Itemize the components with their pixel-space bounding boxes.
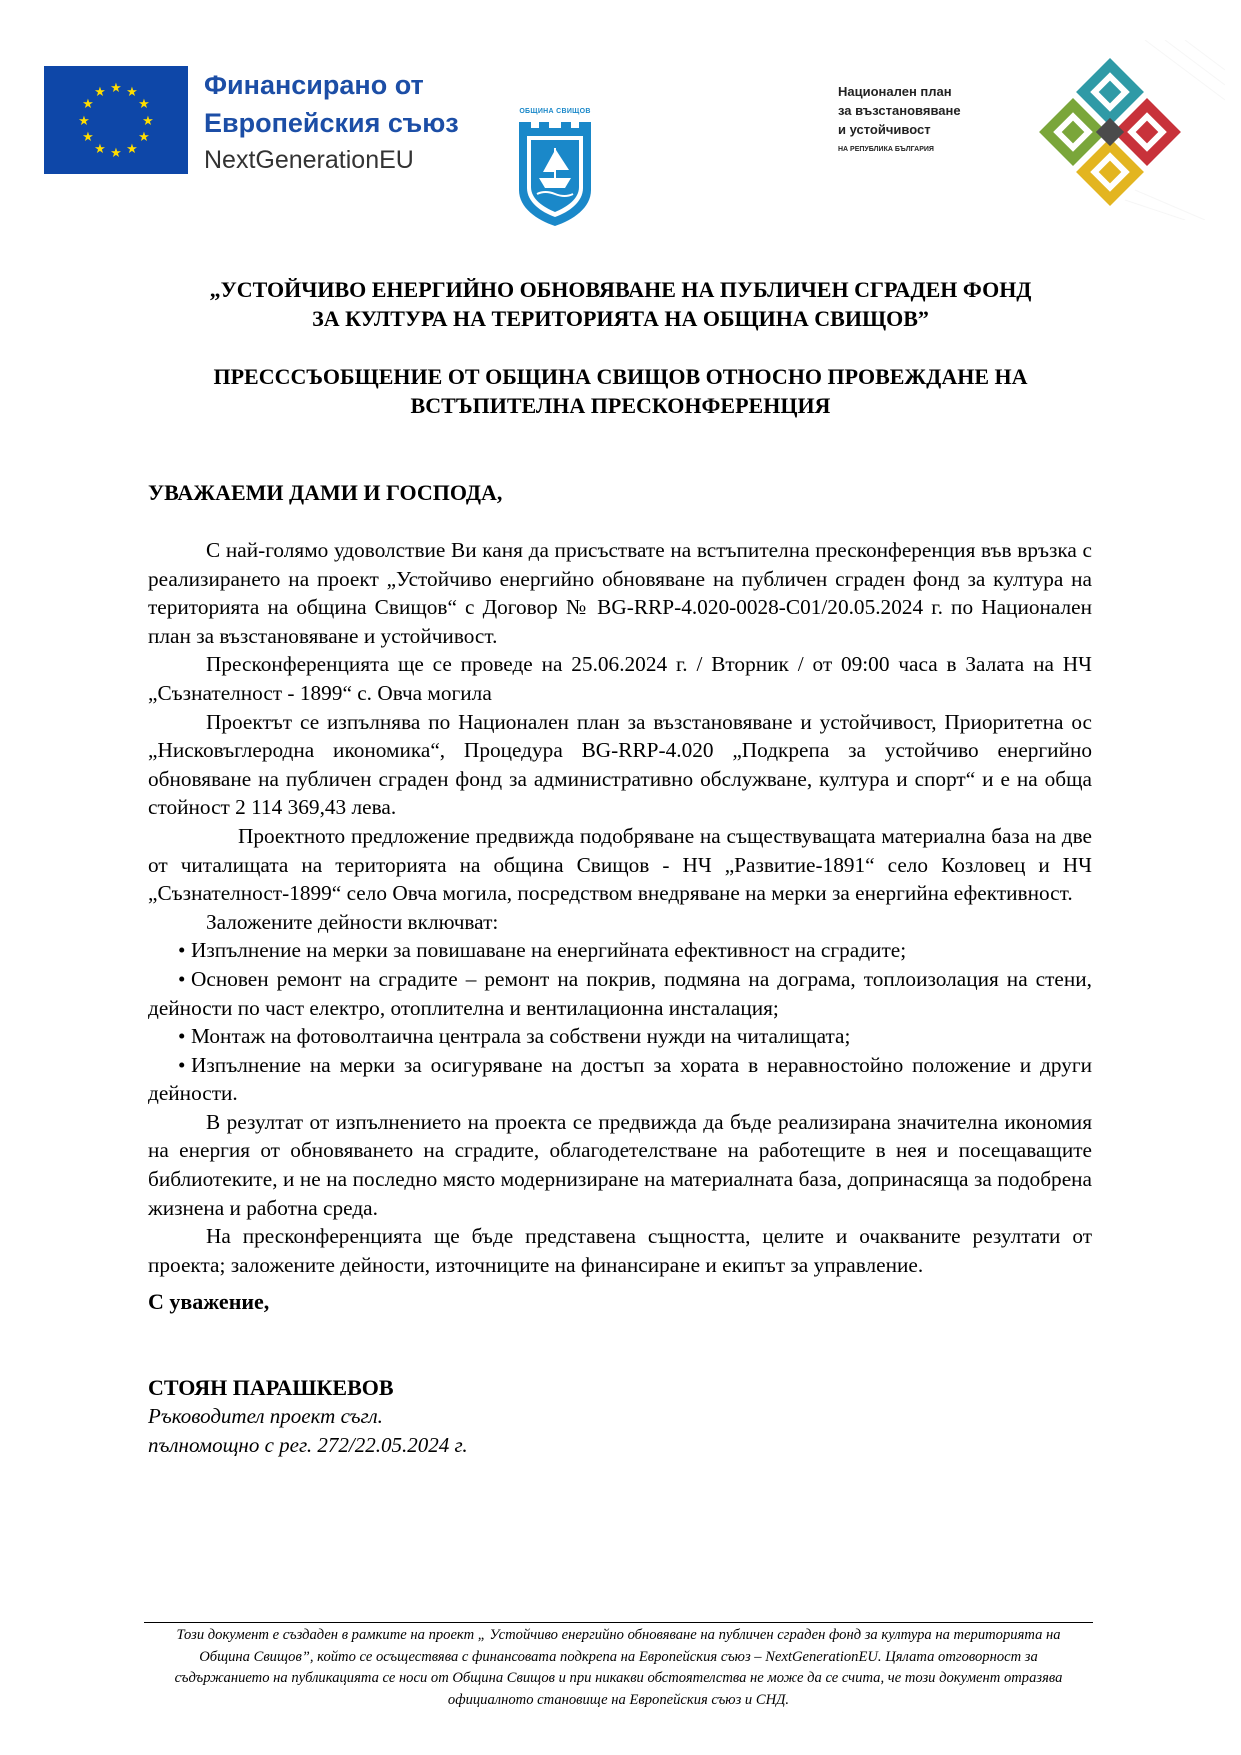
svishtov-crest-logo	[515, 108, 595, 230]
paragraph-invitation: С най-голямо удоволствие Ви каня да присъствате на встъпителна пресконференция във връзка с реализирането на проект „Устойчиво енергийно обновяване на публичен сграден фонд за култура на територията на община Свищов“ с Договор № BG-RRP-4.020-0028-C01/20.05.2024 г. по Национален план за възстановяване и устойчивост.	[148, 538, 1092, 648]
footer-disclaimer: Този документ е създаден в рамките на проект „ Устойчиво енергийно обновяване на публичен сграден фонд за култура на територията на Община Свищов”, който се осъществява с финансовата подкрепа на Европейския съюз – NextGenerationEU. Цялата отговорност за съдържанието на публикацията се носи от Община Свищов и при никакви обстоятелства не може да се счита, че този документ отразява официалното становище на Европейския съюз и СНД.	[174, 1627, 1063, 1708]
list-item-text: Изпълнение на мерки за повишаване на енергийната ефективност на сградите;	[191, 938, 907, 963]
nrp-line1: Национален план	[838, 84, 952, 99]
nrp-pattern-icon	[1025, 40, 1225, 220]
paragraph-results: В резултат от изпълнението на проекта се предвижда да бъде реализирана значителна икономия на енергия от обновяването на сградите, облагодетелстване на работещите в нея и посещаващите библиотеките, и не на последно място модернизиране на материалната база, допринасяща за подобрена жизнена и работна среда.	[148, 1109, 1092, 1220]
bullet-icon: •	[178, 938, 186, 963]
nrp-line3: и устойчивост	[838, 122, 931, 137]
bullet-icon: •	[178, 1052, 186, 1077]
svg-text:★: ★	[78, 114, 90, 129]
press-title-line2: ВСТЪПИТЕЛНА ПРЕСКОНФЕРЕНЦИЯ	[410, 393, 831, 418]
eu-flag-icon	[44, 66, 188, 174]
svg-text:★: ★	[126, 142, 138, 157]
svg-text:★: ★	[110, 146, 122, 161]
eu-funding-line3: NextGenerationEU	[204, 146, 414, 174]
nrp-line4: НА РЕПУБЛИКА БЪЛГАРИЯ	[838, 146, 934, 153]
eu-funding-text	[204, 66, 459, 178]
document-body	[148, 536, 1092, 1279]
svg-text:★: ★	[110, 81, 122, 96]
list-item	[148, 1051, 1092, 1108]
nrp-logo-text	[838, 82, 961, 158]
svg-text:★: ★	[138, 130, 150, 145]
paragraph-date-location: Пресконференцията ще се проведе на 25.06.2024 г. / Вторник / от 09:00 часа в Залата на НЧ „Съзнателност - 1899“ с. Овча могила	[148, 652, 1092, 705]
list-item-text: Изпълнение на мерки за осигуряване на достъп за хората в неравностойно положение и други дейности.	[148, 1052, 1092, 1106]
footer-divider	[144, 1622, 1093, 1623]
svg-text:★: ★	[142, 114, 154, 129]
list-item	[148, 1022, 1092, 1051]
signatory-name: СТОЯН ПАРАШКЕВОВ	[148, 1375, 394, 1400]
svg-text:★: ★	[94, 142, 106, 157]
svg-text:★: ★	[126, 85, 138, 100]
eu-funding-logo	[44, 66, 504, 174]
paragraph-activities-intro: Заложените дейности включват:	[206, 909, 499, 934]
svishtov-crest-icon	[515, 108, 595, 228]
signatory-proxy: пълномощно с рег. 272/22.05.2024 г.	[148, 1433, 468, 1457]
eu-funding-line2: Европейския съюз	[204, 108, 459, 138]
svg-text:★: ★	[82, 130, 94, 145]
project-title	[100, 275, 1141, 333]
project-title-line2: ЗА КУЛТУРА НА ТЕРИТОРИЯТА НА ОБЩИНА СВИЩОВ”	[312, 306, 929, 331]
svg-text:★: ★	[138, 97, 150, 112]
project-title-line1: „УСТОЙЧИВО ЕНЕРГИЙНО ОБНОВЯВАНЕ НА ПУБЛИЧЕН СГРАДЕН ФОНД	[209, 277, 1032, 302]
svg-text:★: ★	[94, 85, 106, 100]
list-item-text: Основен ремонт на сградите – ремонт на покрив, подмяна на дограма, топлоизолация на стени, дейности по част електро, отоплителна и вентилационна инсталация;	[148, 966, 1092, 1020]
paragraph-proposal: Проектното предложение предвижда подобряване на съществуващата материална база на две от читалищата на територията на община Свищов - НЧ „Развитие-1891“ село Козловец и НЧ „Съзнателност-1899“ село Овча могила, посредством внедряване на мерки за енергийна ефективност.	[148, 823, 1092, 906]
eu-funding-line1: Финансирано от	[204, 70, 424, 100]
list-item	[148, 936, 1092, 965]
closing-salutation: С уважение,	[148, 1289, 270, 1314]
bullet-icon: •	[178, 966, 186, 991]
nrp-line2: за възстановяване	[838, 103, 961, 118]
list-item-text: Монтаж на фотоволтаична централа за собствени нужди на читалищата;	[191, 1024, 851, 1049]
crest-label: ОБЩИНА СВИЩОВ	[519, 108, 591, 115]
press-release-title	[100, 362, 1141, 420]
bullet-icon: •	[178, 1024, 186, 1049]
press-title-line1: ПРЕСССЪОБЩЕНИЕ ОТ ОБЩИНА СВИЩОВ ОТНОСНО ПРОВЕЖДАНЕ НА	[213, 364, 1028, 389]
activities-list	[148, 936, 1092, 1108]
paragraph-presentation: На пресконференцията ще бъде представена същността, целите и очакваните резултати от проекта; заложените дейности, източниците на финансиране и екипът за управление.	[148, 1224, 1092, 1277]
greeting: УВАЖАЕМИ ДАМИ И ГОСПОДА,	[148, 480, 503, 505]
signatory-role: Ръководител проект съгл.	[148, 1404, 383, 1428]
paragraph-program: Проектът се изпълнява по Национален план за възстановяване и устойчивост, Приоритетна ос „Нисковъглеродна икономика“, Процедура BG-RRP-4.020 „Подкрепа за устойчиво енергийно обновяване на публичен сграден фонд за административно обслужване, култура и спорт“ и е на обща стойност 2 114 369,43 лева.	[148, 709, 1092, 820]
svg-text:★: ★	[82, 97, 94, 112]
list-item	[148, 965, 1092, 1022]
